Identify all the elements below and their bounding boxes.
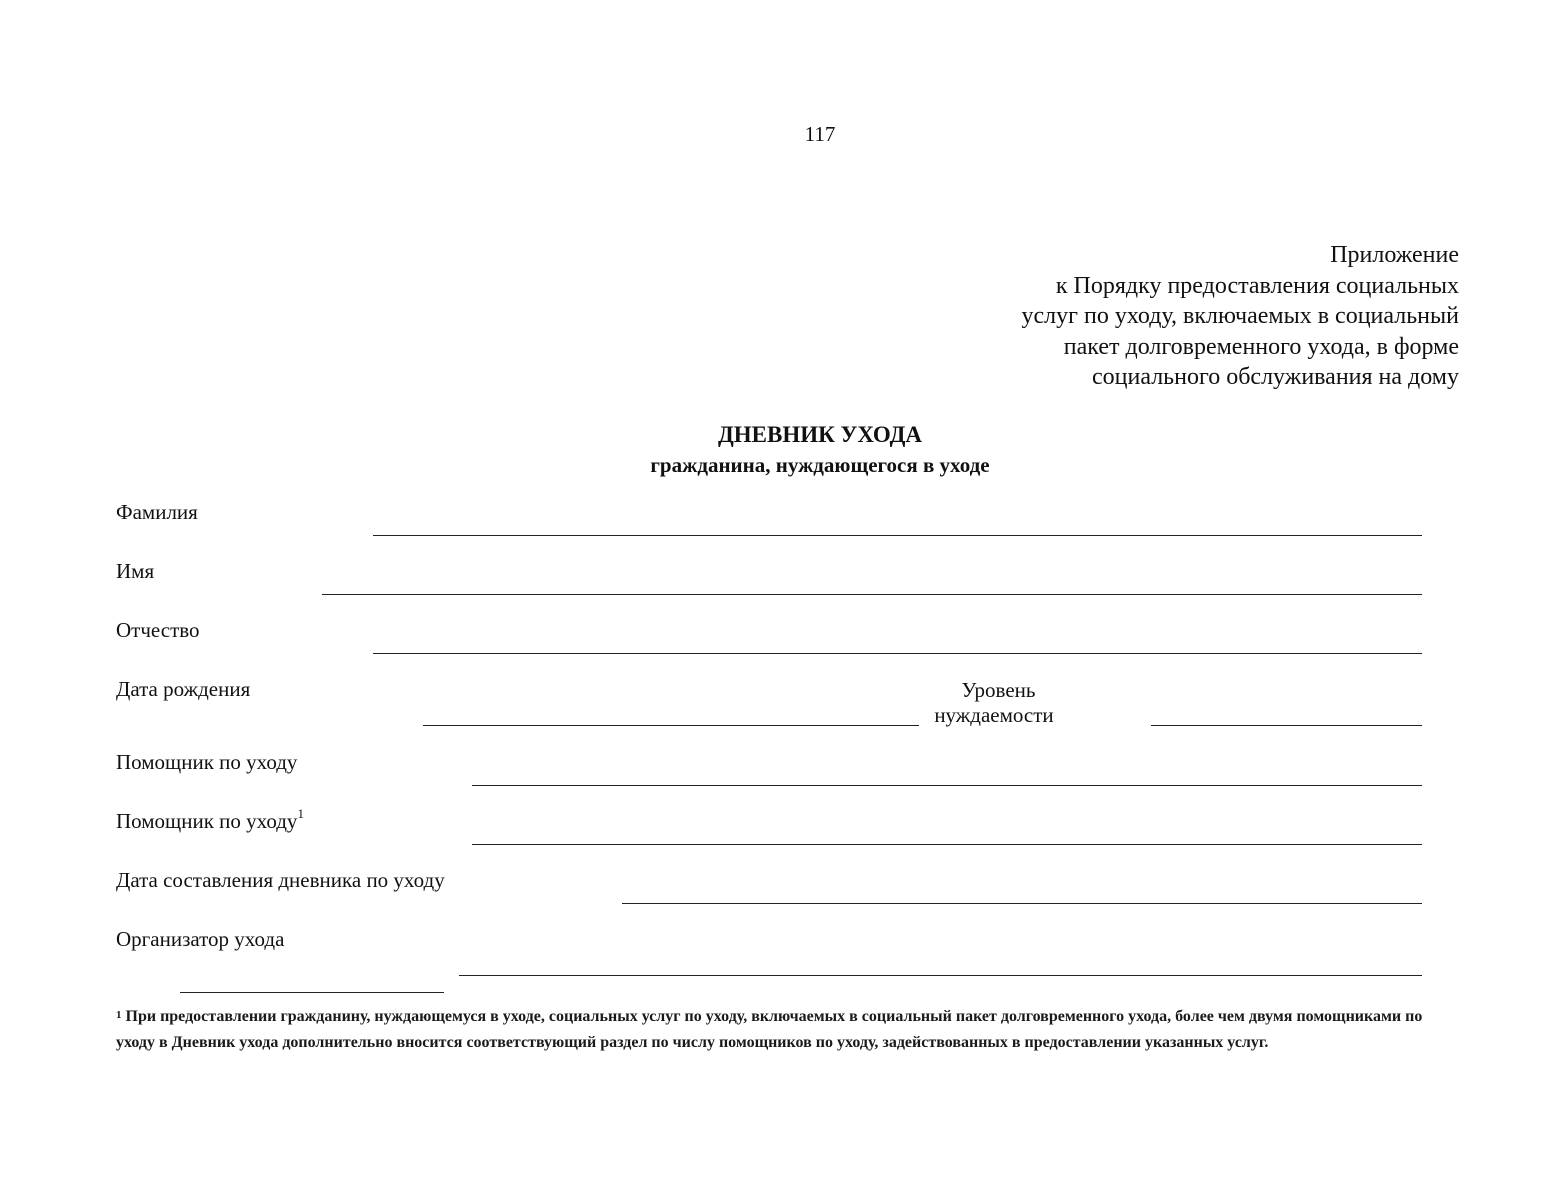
footnote (116, 1004, 1426, 1056)
care-assistant-2-label-text: Помощник по уходу (116, 809, 298, 833)
appendix-line: пакет долговременного ухода, в форме (1063, 333, 1459, 360)
birth-date-label: Дата рождения (116, 677, 251, 701)
footnote-marker: 1 (116, 1009, 122, 1021)
need-level-label-line2: нуждаемости (934, 703, 1054, 727)
name-field-line[interactable] (322, 594, 1422, 595)
care-organizer-label: Организатор ухода (116, 927, 285, 951)
care-assistant-2-label (116, 806, 304, 834)
patronymic-label: Отчество (116, 618, 200, 642)
care-assistant-label: Помощник по уходу (116, 750, 298, 774)
diary-date-label: Дата составления дневника по уходу (116, 868, 445, 892)
need-level-label (930, 678, 1058, 728)
document-title: ДНЕВНИК УХОДА (717, 422, 923, 447)
appendix-header (1022, 240, 1459, 393)
page-number: 117 (804, 122, 836, 146)
footnote-reference: 1 (297, 806, 304, 821)
appendix-line: Приложение (1330, 242, 1459, 268)
birth-date-field-line[interactable] (423, 725, 919, 726)
care-assistant-field-line[interactable] (472, 785, 1422, 786)
appendix-line: социального обслуживания на дому (1092, 364, 1459, 390)
diary-date-field-line[interactable] (622, 903, 1422, 904)
surname-label: Фамилия (116, 500, 198, 524)
care-organizer-field-line[interactable] (459, 975, 1422, 976)
document-subtitle: гражданина, нуждающегося в уходе (650, 453, 990, 477)
appendix-line: к Порядку предоставления социальных (1055, 272, 1459, 299)
footnote-text: При предоставлении гражданину, нуждающемуся в уходе, социальных услуг по уходу, включаемых в социальный пакет долговременного ухода, более чем двумя помощниками по уходу в Дневник ухода дополнительно вносится соответствующий раздел по числу помощников по уходу, задействованных в предоставлении указанных услуг. (116, 1008, 1423, 1051)
footnote-separator (180, 992, 444, 993)
need-level-field-line[interactable] (1151, 725, 1422, 726)
care-assistant-2-field-line[interactable] (472, 844, 1422, 845)
name-label: Имя (116, 559, 155, 583)
appendix-line: услуг по уходу, включаемых в социальный (1021, 303, 1459, 329)
patronymic-field-line[interactable] (373, 653, 1422, 654)
need-level-label-line1: Уровень (961, 678, 1036, 702)
surname-field-line[interactable] (373, 535, 1422, 536)
